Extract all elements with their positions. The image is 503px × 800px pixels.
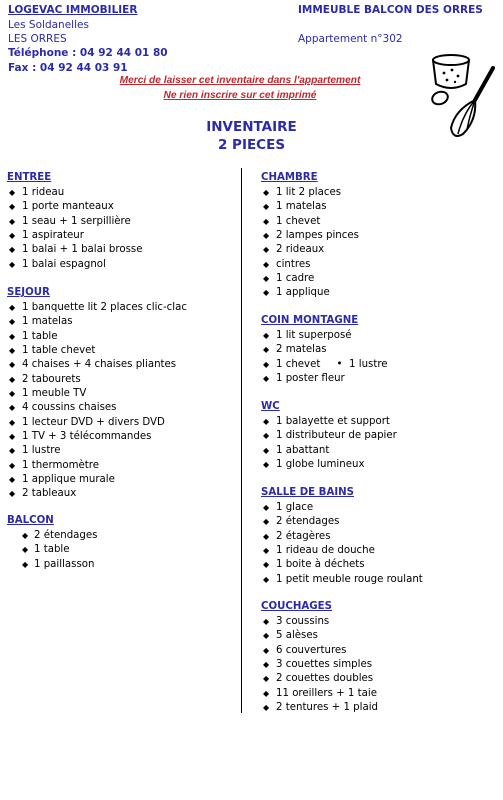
section-title: SALLE DE BAINS xyxy=(261,487,354,498)
list-item: ◆ 1 table xyxy=(7,543,97,557)
list-item: ◆ 6 couvertures xyxy=(261,644,378,658)
list-item: ◆ 11 oreillers + 1 taie xyxy=(261,687,378,701)
list-item: ◆ 1 porte manteaux xyxy=(7,200,142,214)
bullet-icon: ◆ xyxy=(22,531,29,540)
list-item: ◆ 1 chevet • 1 lustre xyxy=(261,358,388,372)
bullet-icon: ◆ xyxy=(9,331,16,341)
bullet-icon: ◆ xyxy=(263,431,270,441)
bullet-icon: ◆ xyxy=(263,331,270,340)
list-item: ◆ 1 table chevet xyxy=(7,344,187,358)
bullet-icon: ◆ xyxy=(9,317,16,327)
bullet-icon: ◆ xyxy=(263,503,270,512)
section-title: ENTREE xyxy=(7,172,52,183)
bullet-icon: ◆ xyxy=(22,559,29,569)
list-item: ◆ 1 balayette et support xyxy=(261,415,397,429)
list-item: ◆ 2 matelas xyxy=(261,343,388,357)
list-item: ◆ 1 seau + 1 serpillière xyxy=(7,215,142,229)
bullet-icon: ◆ xyxy=(9,489,16,499)
bullet-icon: ◆ xyxy=(263,660,270,670)
list-item: ◆ 1 applique murale xyxy=(7,473,187,487)
list-item: ◆ cintres xyxy=(261,258,359,272)
bullet-icon: ◆ xyxy=(263,259,270,269)
list-item: ◆ 1 rideau xyxy=(7,186,142,200)
bullet-icon: ◆ xyxy=(9,303,16,312)
bullet-icon: ◆ xyxy=(263,531,270,541)
bullet-icon: ◆ xyxy=(263,245,270,255)
bullet-icon: ◆ xyxy=(9,475,16,485)
bullet-icon: ◆ xyxy=(9,346,16,356)
list-item: ◆ 3 coussins xyxy=(261,615,378,629)
list-item: ◆ 2 étagères xyxy=(261,530,423,544)
company-town: LES ORRES xyxy=(8,33,67,45)
list-item: ◆ 2 étendages xyxy=(7,529,97,543)
bullet-icon: ◆ xyxy=(9,446,16,456)
bullet-icon: ◆ xyxy=(263,631,270,641)
bullet-icon: ◆ xyxy=(263,645,270,655)
list-item: ◆ 1 lecteur DVD + divers DVD xyxy=(7,416,187,430)
bullet-icon: ◆ xyxy=(263,703,270,713)
bullet-icon: ◆ xyxy=(22,545,29,555)
bullet-icon: ◆ xyxy=(263,188,270,197)
bullet-icon: ◆ xyxy=(263,216,270,226)
section-couchages xyxy=(261,599,378,715)
bullet-icon: ◆ xyxy=(263,688,270,698)
bullet-icon: ◆ xyxy=(263,445,270,455)
company-residence: Les Soldanelles xyxy=(8,19,89,31)
list-item: ◆ 2 étendages xyxy=(261,515,423,529)
section-sejour xyxy=(7,285,187,502)
bullet-icon: ◆ xyxy=(263,231,270,241)
bullet-icon: ◆ xyxy=(263,560,270,570)
list-item: ◆ 1 thermomètre xyxy=(7,459,187,473)
notice-line-1: Merci de laisser cet inventaire dans l'appartement xyxy=(119,75,361,86)
list-item: ◆ 1 lustre xyxy=(7,444,187,458)
list-item: ◆ 5 alèses xyxy=(261,629,378,643)
bullet-icon: ◆ xyxy=(9,188,16,197)
list-item: ◆ 1 abattant xyxy=(261,444,397,458)
list-item: ◆ 1 rideau de douche xyxy=(261,544,423,558)
list-item: ◆ 1 poster fleur xyxy=(261,372,388,386)
bullet-icon: ◆ xyxy=(263,617,270,626)
section-title: WC xyxy=(261,401,280,412)
list-item: ◆ 1 applique xyxy=(261,286,359,300)
section-entree xyxy=(7,170,142,272)
list-item: ◆ 2 tabourets xyxy=(7,373,187,387)
list-item: ◆ 1 banquette lit 2 places clic-clac xyxy=(7,301,187,315)
section-title: COIN MONTAGNE xyxy=(261,315,359,326)
section-chambre xyxy=(261,170,359,301)
list-item: ◆ 2 rideaux xyxy=(261,243,359,257)
list-item: ◆ 1 matelas xyxy=(261,200,359,214)
section-title: BALCON xyxy=(7,515,54,526)
bullet-icon: ◆ xyxy=(263,460,270,470)
section-title: CHAMBRE xyxy=(261,172,318,183)
bullet-icon: ◆ xyxy=(263,574,270,584)
bullet-icon: ◆ xyxy=(9,403,16,413)
bullet-icon: ◆ xyxy=(9,259,16,269)
list-item: ◆ 1 petit meuble rouge roulant xyxy=(261,573,423,587)
notice-line-2: Ne rien inscrire sur cet imprimé xyxy=(163,90,317,101)
bullet-icon: ◆ xyxy=(9,432,16,442)
list-item: ◆ 1 aspirateur xyxy=(7,229,142,243)
company-fax: Fax : 04 92 44 03 91 xyxy=(8,62,128,74)
section-title: SEJOUR xyxy=(7,287,50,298)
list-item: ◆ 1 table xyxy=(7,330,187,344)
list-item: ◆ 4 coussins chaises xyxy=(7,401,187,415)
list-item: ◆ 1 glace xyxy=(261,501,423,515)
building-name: IMMEUBLE BALCON DES ORRES xyxy=(298,4,483,16)
company-phone: Téléphone : 04 92 44 01 80 xyxy=(8,47,168,59)
list-item: ◆ 1 distributeur de papier xyxy=(261,429,397,443)
bullet-icon: ◆ xyxy=(9,360,16,370)
bullet-icon: ◆ xyxy=(263,374,270,384)
bullet-icon: ◆ xyxy=(9,417,16,427)
bullet-icon: ◆ xyxy=(263,546,270,556)
bullet-icon: ◆ xyxy=(263,359,270,369)
list-item: ◆ 1 lit superposé xyxy=(261,329,388,343)
list-item: ◆ 2 tentures + 1 plaid xyxy=(261,701,378,715)
list-item: ◆ 1 chevet xyxy=(261,215,359,229)
list-item: ◆ 1 cadre xyxy=(261,272,359,286)
section-balcon xyxy=(7,513,97,572)
list-item: ◆ 2 lampes pinces xyxy=(261,229,359,243)
document-title: INVENTAIRE xyxy=(206,119,297,135)
document-subtitle: 2 PIECES xyxy=(217,137,286,153)
section-wc xyxy=(261,399,397,472)
bullet-icon: ◆ xyxy=(9,231,16,241)
list-item: ◆ 1 globe lumineux xyxy=(261,458,397,472)
bullet-icon: ◆ xyxy=(263,417,270,426)
section-coin-montagne xyxy=(261,313,388,386)
list-item: ◆ 1 meuble TV xyxy=(7,387,187,401)
company-name: LOGEVAC IMMOBILIER xyxy=(8,4,138,16)
list-item: ◆ 1 paillasson xyxy=(7,558,97,572)
list-item: ◆ 1 balai espagnol xyxy=(7,258,142,272)
bullet-icon: ◆ xyxy=(9,460,16,470)
bullet-icon: ◆ xyxy=(263,674,270,684)
bullet-icon: ◆ xyxy=(263,517,270,527)
bullet-icon: ◆ xyxy=(263,274,270,284)
list-item: ◆ 1 balai + 1 balai brosse xyxy=(7,243,142,257)
list-item: ◆ 3 couettes simples xyxy=(261,658,378,672)
apartment-number: Appartement n°302 xyxy=(298,33,403,45)
section-salle-de-bains xyxy=(261,485,423,587)
list-item: ◆ 1 matelas xyxy=(7,315,187,329)
bullet-icon: ◆ xyxy=(9,202,16,212)
bullet-icon: ◆ xyxy=(9,245,16,255)
section-title: COUCHAGES xyxy=(261,601,332,612)
bullet-icon: ◆ xyxy=(9,216,16,226)
list-item: ◆ 1 TV + 3 télécommandes xyxy=(7,430,187,444)
list-item: ◆ 1 lit 2 places xyxy=(261,186,359,200)
bullet-icon: ◆ xyxy=(263,202,270,212)
list-item: ◆ 4 chaises + 4 chaises pliantes xyxy=(7,358,187,372)
bullet-icon: ◆ xyxy=(263,345,270,355)
list-item: ◆ 1 boite à déchets xyxy=(261,558,423,572)
bullet-icon: ◆ xyxy=(9,374,16,384)
bullet-icon: ◆ xyxy=(263,288,270,298)
bullet-icon: ◆ xyxy=(9,389,16,399)
list-item: ◆ 2 couettes doubles xyxy=(261,672,378,686)
list-item: ◆ 2 tableaux xyxy=(7,487,187,501)
column-divider xyxy=(241,168,242,713)
